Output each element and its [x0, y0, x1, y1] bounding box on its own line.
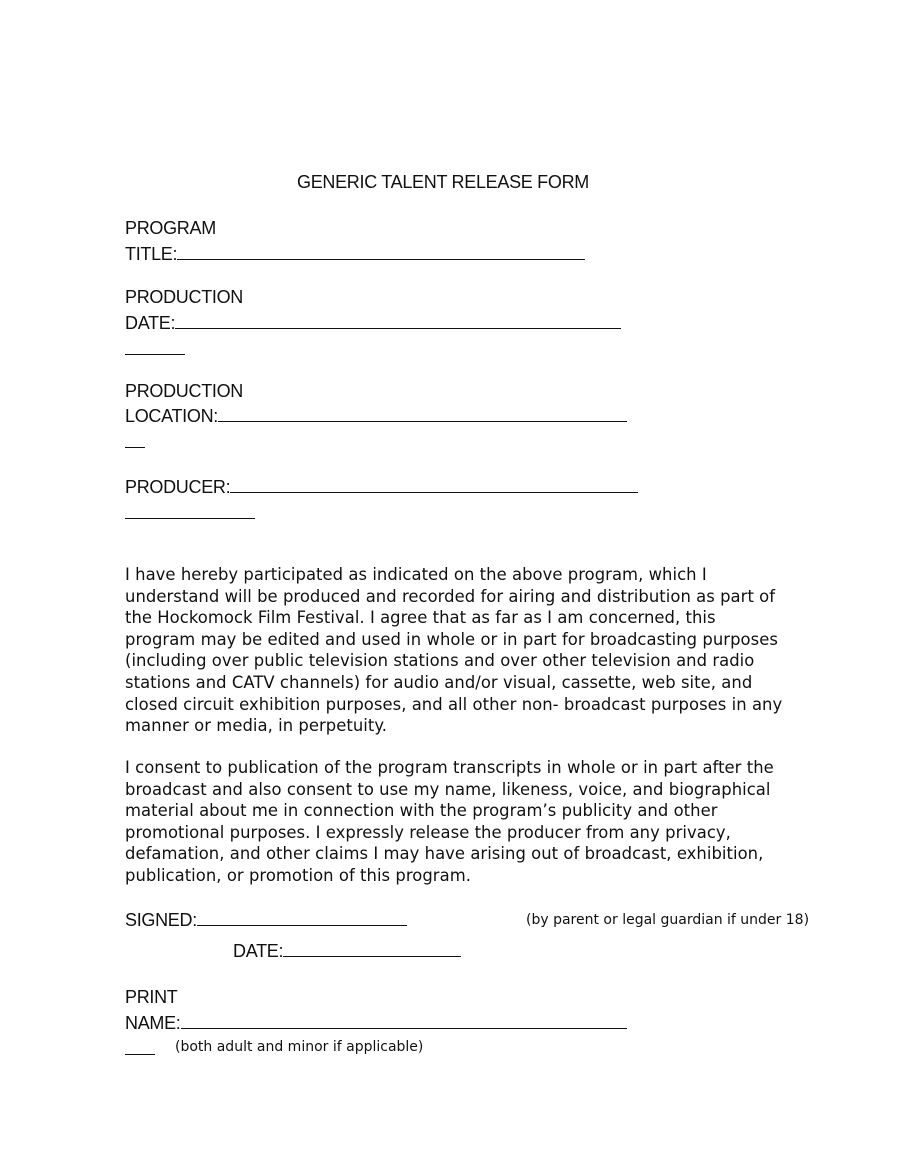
signed-label: SIGNED:	[125, 910, 197, 930]
print-name-field[interactable]	[181, 1012, 627, 1029]
paragraph-line: program may be edited and used in whole or in part for broadcasting purposes	[125, 629, 778, 649]
signed-row	[125, 909, 407, 931]
producer-row	[125, 476, 638, 498]
production-location-label: PRODUCTION	[125, 381, 243, 401]
date-label: DATE:	[233, 941, 284, 961]
print-name-label: NAME:	[125, 1013, 181, 1033]
consent-paragraph-2	[125, 757, 845, 887]
paragraph-line: the Hockomock Film Festival. I agree that as far as I am concerned, this	[125, 608, 716, 628]
paragraph-line: publication, or promotion of this program.	[125, 865, 471, 885]
paragraph-line: defamation, and other claims I may have arising out of broadcast, exhibition,	[125, 844, 764, 864]
paragraph-line: I consent to publication of the program transcripts in whole or in part after the	[125, 758, 774, 777]
production-date-row	[125, 312, 621, 334]
both-note: (both adult and minor if applicable)	[175, 1039, 424, 1055]
print-label: PRINT	[125, 987, 178, 1007]
production-date-sublabel: DATE:	[125, 313, 176, 333]
program-title-row	[125, 243, 585, 265]
print-name-field-continued[interactable]	[125, 1038, 155, 1055]
paragraph-line: understand will be produced and recorded for airing and distribution as part of	[125, 586, 776, 606]
paragraph-line: closed circuit exhibition purposes, and all other non- broadcast purposes in any	[125, 694, 783, 714]
signature-field[interactable]	[197, 909, 407, 926]
production-date-field[interactable]	[175, 312, 621, 329]
paragraph-line: broadcast and also consent to use my name, likeness, voice, and biographical	[125, 779, 771, 799]
production-location-field[interactable]	[218, 405, 627, 422]
production-location-sublabel: LOCATION:	[125, 406, 218, 426]
paragraph-line: (including over public television stations and over other television and radio	[125, 651, 755, 671]
program-label: PROGRAM	[125, 218, 216, 238]
date-row	[233, 940, 461, 962]
producer-field-continued[interactable]	[125, 502, 255, 519]
paragraph-line: promotional purposes. I expressly release the producer from any privacy,	[125, 822, 731, 842]
print-name-row	[125, 1012, 627, 1034]
paragraph-line: manner or media, in perpetuity.	[125, 716, 388, 736]
paragraph-line: stations and CATV channels) for audio and/or visual, cassette, web site, and	[125, 672, 753, 692]
program-title-field[interactable]	[177, 243, 585, 260]
program-title-label: TITLE:	[125, 244, 178, 264]
form-title: GENERIC TALENT RELEASE FORM	[297, 172, 589, 192]
paragraph-line: material about me in connection with the program’s publicity and other	[125, 801, 718, 821]
producer-label: PRODUCER:	[125, 477, 231, 497]
guardian-note: (by parent or legal guardian if under 18)	[526, 912, 810, 928]
producer-field[interactable]	[230, 476, 638, 493]
production-location-row	[125, 405, 627, 427]
paragraph-line: I have hereby participated as indicated on the above program, which I	[125, 565, 707, 584]
release-paragraph-1	[125, 564, 845, 737]
production-date-field-continued[interactable]	[125, 338, 185, 355]
signed-date-field[interactable]	[283, 940, 461, 957]
production-date-label: PRODUCTION	[125, 287, 243, 307]
production-location-field-continued[interactable]	[125, 431, 145, 448]
